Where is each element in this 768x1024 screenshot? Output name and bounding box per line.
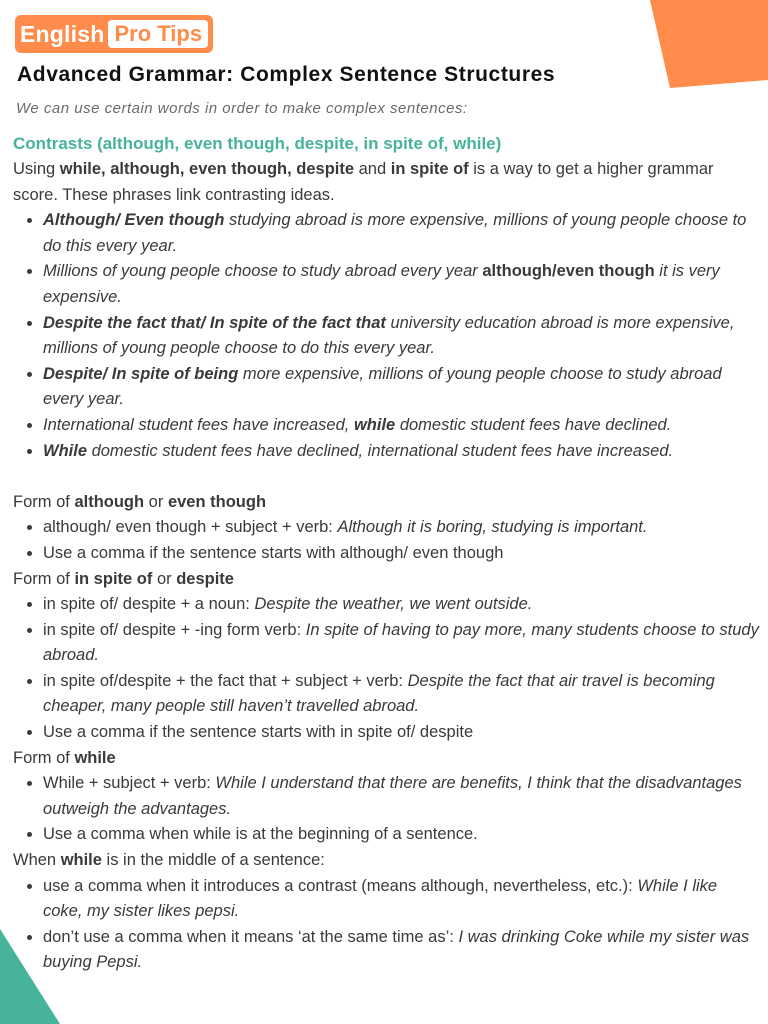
text-run: is a way to get a higher grammar score. These phrases link contrasting ideas. xyxy=(13,160,714,204)
list-item xyxy=(43,771,759,822)
text-run: university education abroad is more expensive, millions of young people choose to do this every year. xyxy=(43,313,735,358)
text-run: While + subject + verb: xyxy=(43,774,216,793)
text-run: Form of xyxy=(13,748,75,767)
list-item xyxy=(43,208,759,259)
text-run: International student fees have increased, xyxy=(43,415,354,434)
list-item xyxy=(43,925,759,976)
form-while-heading xyxy=(13,746,759,772)
text-run: Despite the fact that/ In spite of the fact that xyxy=(43,313,386,332)
intro-paragraph xyxy=(13,157,759,208)
form-although-list xyxy=(13,515,759,566)
text-run: Form of xyxy=(13,569,75,588)
text-run: Despite the weather, we went outside. xyxy=(254,595,533,614)
text-run: in spite of xyxy=(390,160,469,178)
text-run: although/ even though + subject + verb: xyxy=(43,518,338,537)
text-run: it is very expensive. xyxy=(43,262,720,306)
list-item xyxy=(43,439,759,465)
text-run: Despite the fact that air travel is becoming cheaper, many people still haven’t travelled abroad. xyxy=(43,671,715,716)
text-run: use a comma when it introduces a contrast (means although, nevertheless, etc.): xyxy=(43,876,638,895)
text-run: or xyxy=(144,492,168,511)
list-item xyxy=(43,311,759,362)
text-run: Use a comma if the sentence starts with although/ even though xyxy=(43,543,504,562)
text-run: Using xyxy=(13,160,60,178)
text-run: Although it is boring, studying is important. xyxy=(337,518,648,537)
text-run: in spite of/ despite + -ing form verb: xyxy=(43,620,306,639)
text-run: in spite of/ despite + a noun: xyxy=(43,595,255,614)
text-run: Despite/ In spite of being xyxy=(43,364,239,383)
logo-english-text: English xyxy=(20,20,105,47)
list-item xyxy=(43,874,759,925)
text-run: Although/ Even though xyxy=(43,211,225,230)
list-item xyxy=(43,822,759,848)
list-item xyxy=(43,413,759,439)
page-title: Advanced Grammar: Complex Sentence Structures xyxy=(17,63,556,86)
text-run: When xyxy=(13,851,61,870)
section-heading: Contrasts (although, even though, despite, in spite of, while) xyxy=(13,134,502,153)
text-run: Use a comma if the sentence starts with in spite of/ despite xyxy=(43,723,474,742)
text-run: While xyxy=(43,441,87,460)
text-run: more expensive, millions of young people choose to study abroad every year. xyxy=(43,364,722,409)
spacer xyxy=(13,464,759,490)
text-run: although/even though xyxy=(482,262,655,281)
form-despite-heading xyxy=(13,567,759,593)
text-run: Millions of young people choose to study abroad every year xyxy=(43,262,483,281)
while-middle-list xyxy=(13,874,759,976)
list-item xyxy=(43,541,759,567)
lesson-content xyxy=(13,131,759,976)
text-run: Use a comma when while is at the beginning of a sentence. xyxy=(43,825,478,844)
text-run: or xyxy=(152,569,177,588)
text-run: while xyxy=(353,415,396,434)
text-run: domestic student fees have declined. xyxy=(395,415,672,434)
text-run: despite xyxy=(176,569,234,588)
list-item xyxy=(43,618,759,669)
text-run: in spite of xyxy=(74,569,153,588)
text-run: While I understand that there are benefits, I think that the disadvantages outweigh the advantages. xyxy=(43,774,742,818)
page-subtitle: We can use certain words in order to make complex sentences: xyxy=(16,100,468,117)
list-item xyxy=(43,259,759,310)
list-item xyxy=(43,669,759,720)
text-run: is in the middle of a sentence: xyxy=(101,851,325,870)
list-item xyxy=(43,515,759,541)
list-item xyxy=(43,720,759,746)
text-run: don’t use a comma when it means ‘at the same time as’: xyxy=(43,927,459,946)
text-run: while, although, even though, despite xyxy=(59,160,355,178)
while-middle-heading xyxy=(13,848,759,874)
text-run: although xyxy=(74,492,145,511)
text-run: studying abroad is more expensive, millions of young people choose to do this every year. xyxy=(43,211,747,255)
form-despite-list xyxy=(13,592,759,746)
orange-corner-decoration xyxy=(650,0,768,88)
text-run: while xyxy=(60,851,102,870)
text-run: in spite of/despite + the fact that + subject + verb: xyxy=(43,671,408,690)
text-run: and xyxy=(354,160,391,178)
text-run: Form of xyxy=(13,492,75,511)
example-list xyxy=(13,208,759,464)
brand-logo xyxy=(15,15,213,53)
logo-pro-tips-text: Pro Tips xyxy=(108,20,208,48)
text-run: In spite of having to pay more, many students choose to study abroad. xyxy=(43,620,759,665)
text-run: While I like coke, my sister likes pepsi. xyxy=(43,876,718,921)
text-run: while xyxy=(74,748,116,767)
text-run: I was drinking Coke while my sister was buying Pepsi. xyxy=(43,927,750,972)
text-run: domestic student fees have declined, international student fees have increased. xyxy=(87,441,674,460)
list-item xyxy=(43,592,759,618)
text-run: even though xyxy=(167,492,267,511)
list-item xyxy=(43,362,759,413)
form-while-list xyxy=(13,771,759,848)
form-although-heading xyxy=(13,490,759,516)
